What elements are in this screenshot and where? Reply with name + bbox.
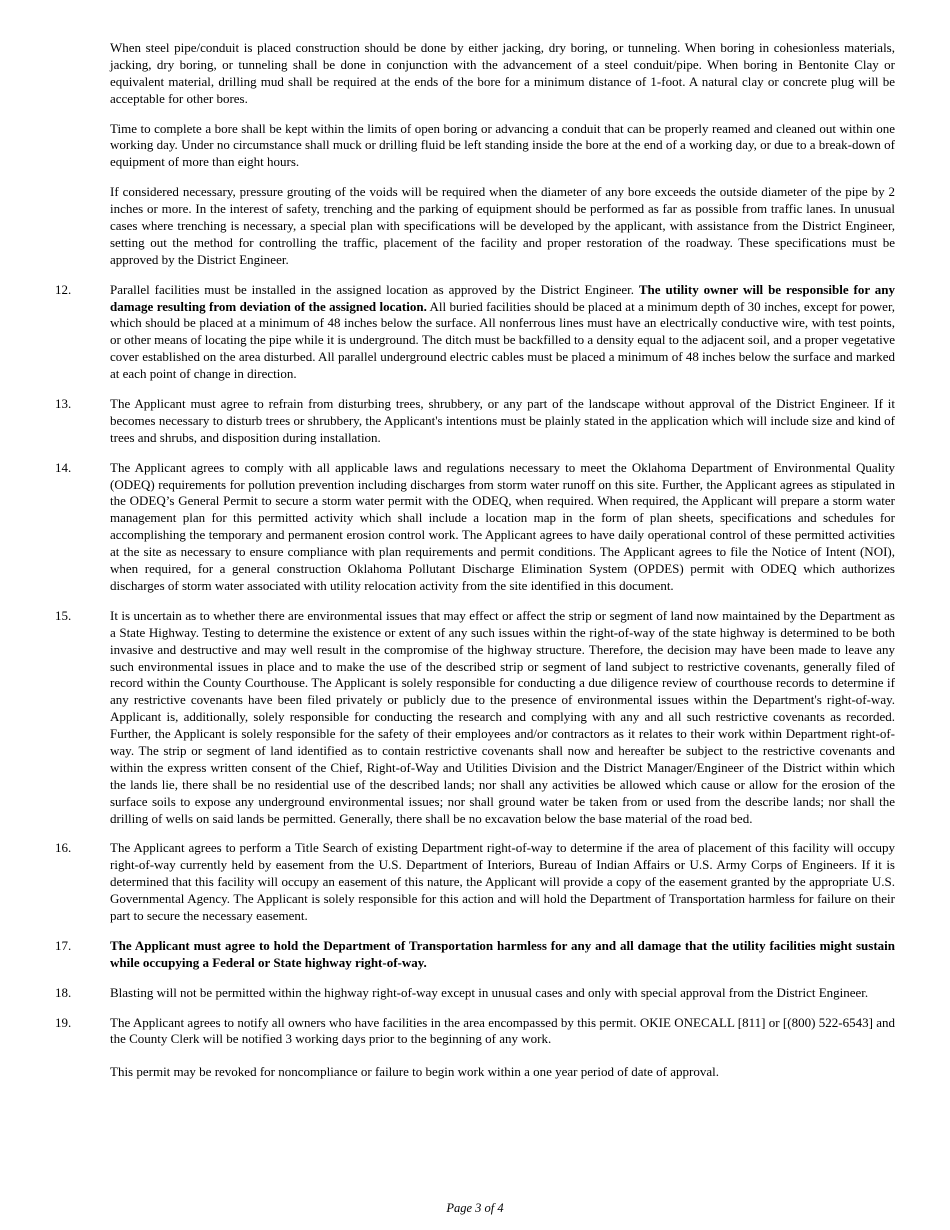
item-number-18: 18. [55,984,72,1000]
numbered-item-13 [55,396,895,447]
item-number-12: 12. [55,281,72,297]
item-number-19: 19. [55,1014,72,1030]
item-17-bold-text: The Applicant must agree to hold the Department of Transportation harmless for any and all damage that the utility facilities might sustain while occupying a Federal or State highway right-of-way. [110,937,895,970]
numbered-item-16 [55,840,895,924]
item-number-15: 15. [55,607,72,623]
item-number-17: 17. [55,937,72,953]
paragraph-boring-methods: When steel pipe/conduit is placed construction should be done by either jacking, dry boring, or tunneling. When boring in cohesionless materials, jacking, dry boring, or tunneling shall be done in conjunction with the advancement of a steel conduit/pipe. When boring in Bentonite Clay or equivalent material, drilling mud shall be required at the ends of the bore for a minimum distance of 1-foot. A natural clay or concrete plug will be acceptable for other bores. [110,40,895,106]
numbered-item-12 [55,282,895,383]
item-text-16: The Applicant agrees to perform a Title Search of existing Department right-of-way to determine if the area of placement of this facility will occupy right-of-way currently held by easement from the U.S. Department of Interiors, Bureau of Indian Affairs or U.S. Army Corps of Engineers. If it is determined that this facility will occupy an easement of this nature, the Applicant will provide a copy of the easement granted by the appropriate U.S. Governmental Agency. The Applicant is solely responsible for this action and will hold the Department of Transportation harmless for failure on their part to secure the necessary easement. [110,840,895,923]
item-12-segment-3: All buried facilities should be placed at a minimum depth of 30 inches, except for power, which should be placed at a minimum of 48 inches below the surface. All nonferrous lines must have an electrically conductive wire, with test points, or other means of locating the pipe while it is underground. The ditch must be backfilled to a density equal to the adjacent soil, and a proper vegetative cover established on the area disturbed. All parallel underground electric cables must be placed a minimum of 48 inches below the surface and marked at each point of change in direction. [110,298,895,382]
numbered-item-15 [55,608,895,828]
item-text-13: The Applicant must agree to refrain from disturbing trees, shrubbery, or any part of the landscape without approval of the District Engineer. If it becomes necessary to disturb trees or shrubbery, the Applicant's intentions must be plainly stated in the application which will include size and kind of trees and shrubs, and disposition during installation. [110,396,895,445]
paragraph-pressure-grouting: If considered necessary, pressure grouting of the voids will be required when the diameter of any bore exceeds the outside diameter of the pipe by 2 inches or more. In the interest of safety, trenching and the parking of equipment should be performed as far as possible from traffic lanes. In unusual cases where trenching is necessary, a special plan with specifications will be developed by the applicant, with assistance from the District Engineer, setting out the method for controlling the traffic, placement of the facility and proper restoration of the roadway. These specifications must be approved by the District Engineer. [110,184,895,267]
numbered-item-14 [55,460,895,595]
item-text-19: The Applicant agrees to notify all owners who have facilities in the area encompassed by this permit. OKIE ONECALL [811] or [(800) 522-6543] and the County Clerk will be notified 3 working days prior to the beginning of any work. [110,1014,895,1047]
item-text-18: Blasting will not be permitted within the highway right-of-way except in unusual cases and only with special approval from the District Engineer. [110,984,869,1000]
paragraph-permit-revocation: This permit may be revoked for noncompliance or failure to begin work within a one year period of date of approval. [110,1064,719,1080]
item-text-12 [110,282,895,383]
item-number-16: 16. [55,840,72,856]
item-12-segment-2-bold: The utility owner will be responsible for any damage resulting from deviation of the assigned location. [110,281,896,314]
numbered-item-18 [55,985,895,1002]
item-number-14: 14. [55,459,72,475]
item-text-15: It is uncertain as to whether there are environmental issues that may effect or affect the strip or segment of land now maintained by the Department as a State Highway. Testing to determine the existence or extent of any such issues within the right-of-way of the state highway is determined to be both invasive and destructive and may well result in the compromise of the highway structure. Therefore, the decision may have been made to leave any such environmental issues in place and to make the use of the described strip or segment of land subject to restrictive covenants, generally filed of record within the County Courthouse. The Applicant is solely responsible for conducting a due diligence review of courthouse records to determine if any restrictive covenants have been filed privately or publicly due to the presence of environmental issues within the Department's right-of-way. Applicant is, additionally, solely responsible for conducting the research and complying with any and all such restrictive covenants as recorded. Further, the Applicant is solely responsible for the safety of their employees and/or contractors as it relates to their work within Department right-of-way. The strip or segment of land identified as to contain restrictive covenants shall now and hereafter be subject to the restrictive covenants and within the express written consent of the Chief, Right-of-Way and Utilities Division and the District Manager/Engineer of the District within which the lands lie, there shall be no residential use of the described lands; nor shall any activities be allowed which cause or allow for the erosion of the surface soils to expose any underground environmental issues; nor shall ground water be taken from or used from the describe lands; nor shall the drilling of wells on said lands be permitted. Generally, there shall be no excavation below the base material of the road bed. [110,607,895,826]
page-footer: Page 3 of 4 [446,1201,504,1215]
paragraph-bore-time: Time to complete a bore shall be kept within the limits of open boring or advancing a conduit that can be properly reamed and cleaned out within one working day. Under no circumstance shall muck or drilling fluid be left standing inside the bore at the end of a working day, or due to a break-down of equipment of more than eight hours. [110,120,895,170]
numbered-item-17 [55,938,895,972]
item-text-17 [110,938,895,972]
item-number-13: 13. [55,396,72,412]
item-12-segment-1: Parallel facilities must be installed in the assigned location as approved by the District Engineer. [110,281,639,297]
numbered-item-19 [55,1015,895,1049]
item-text-14: The Applicant agrees to comply with all applicable laws and regulations necessary to meet the Oklahoma Department of Environmental Quality (ODEQ) requirements for pollution prevention including discharges from storm water runoff on this site. Further, the Applicant agrees as stipulated in the ODEQ’s General Permit to secure a storm water permit with the ODEQ, when required. When required, the Applicant will prepare a storm water management plan for this permitted activity which shall include a location map in the form of plan sheets, specifications and schedules for accomplishing the temporary and permanent erosion control work. The Applicant agrees to have daily operational control of these permitted activities at the site as necessary to ensure compliance with plan requirements and permit conditions. The Applicant agrees to file the Notice of Intent (NOI), when required, for a general construction Oklahoma Pollutant Discharge Elimination System (OPDES) permit with ODEQ which authorizes discharges of storm water associated with utility relocation activity from the site identified in this document. [110,459,895,593]
page-body [55,40,895,1081]
